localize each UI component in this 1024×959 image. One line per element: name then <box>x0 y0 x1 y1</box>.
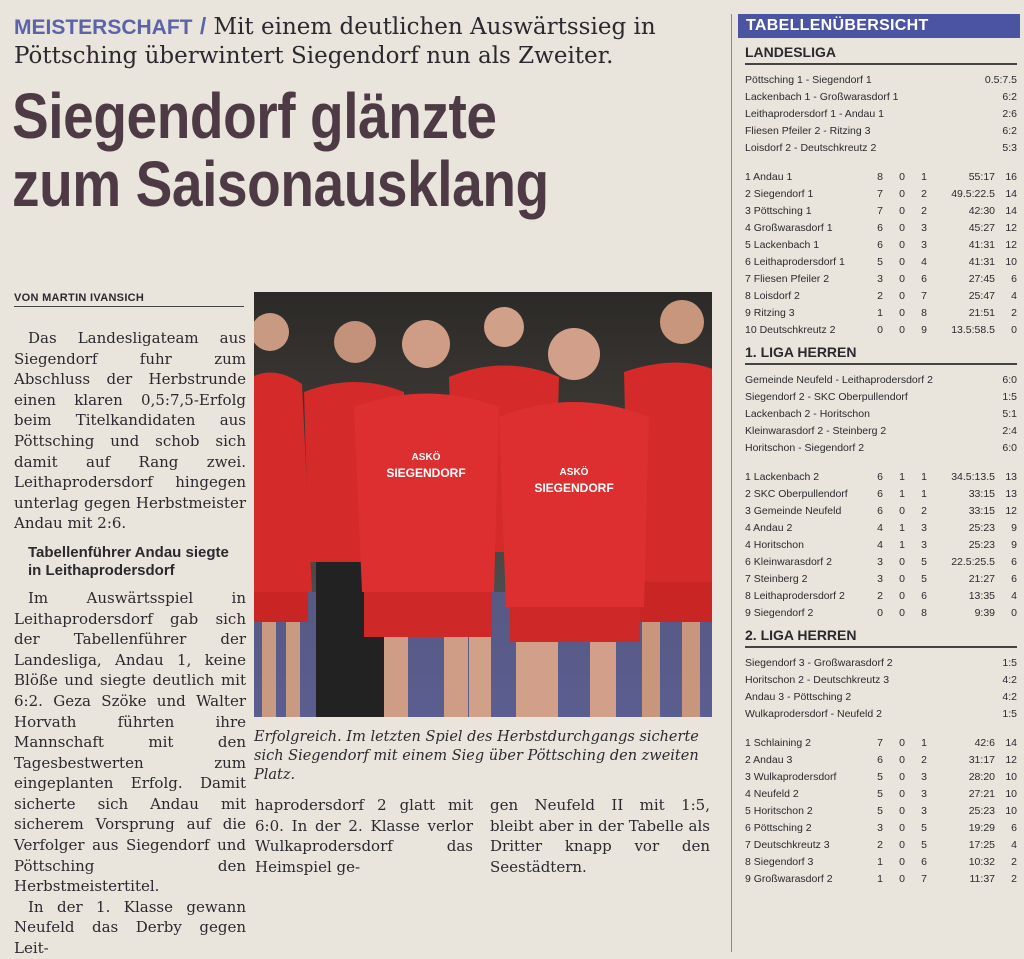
score-ratio: 42:30 <box>968 204 995 217</box>
headline-line-1: Siegendorf glänzte <box>12 80 497 152</box>
team-name: 3 Gemeinde Neufeld <box>745 504 842 517</box>
points: 10 <box>1005 255 1017 268</box>
standings-row <box>745 304 1017 321</box>
league-title: 1. LIGA HERREN <box>745 344 1017 365</box>
points: 9 <box>1011 538 1017 551</box>
standings-row <box>745 502 1017 519</box>
wins: 6 <box>877 221 883 234</box>
points: 2 <box>1011 306 1017 319</box>
draws: 1 <box>899 470 905 483</box>
losses: 6 <box>921 272 927 285</box>
team-name: 10 Deutschkreutz 2 <box>745 323 836 336</box>
score-ratio: 21:51 <box>968 306 995 319</box>
score-ratio: 13:35 <box>968 589 995 602</box>
losses: 3 <box>921 770 927 783</box>
paragraph-1: Das Landesligateam aus Siegendorf fuhr zum Abschluss der Herbstrunde einen klaren 0,5:7,5-Erfolg beim Titelkandidaten aus Pöttsching und schob sich damit auf Rang zwei. Leithaprodersdorf hingegen unterlag gegen Herbstmeister Andau mit 2:6. <box>14 329 246 533</box>
points: 10 <box>1005 804 1017 817</box>
points: 10 <box>1005 770 1017 783</box>
team-name: 7 Deutschkreutz 3 <box>745 838 830 851</box>
match-row <box>745 671 1017 688</box>
wins: 2 <box>877 289 883 302</box>
score-ratio: 42:6 <box>974 736 995 749</box>
points: 9 <box>1011 521 1017 534</box>
points: 13 <box>1005 470 1017 483</box>
match-row <box>745 405 1017 422</box>
headline-line-2: zum Saisonausklang <box>12 148 549 220</box>
wins: 4 <box>877 521 883 534</box>
table-spacer <box>745 722 1017 734</box>
team-name: 1 Andau 1 <box>745 170 793 183</box>
team-name: 5 Lackenbach 1 <box>745 238 820 251</box>
wins: 6 <box>877 238 883 251</box>
points: 14 <box>1005 187 1017 200</box>
losses: 1 <box>921 487 927 500</box>
team-name: 8 Loisdorf 2 <box>745 289 800 302</box>
score-ratio: 27:45 <box>968 272 995 285</box>
points: 10 <box>1005 787 1017 800</box>
kicker <box>14 12 714 70</box>
match-row <box>745 654 1017 671</box>
standings-row <box>745 587 1017 604</box>
losses: 3 <box>921 538 927 551</box>
standings-row <box>745 604 1017 621</box>
headline <box>12 82 631 218</box>
match-result: 6:2 <box>1002 124 1017 137</box>
standings-row <box>745 553 1017 570</box>
team-name: 9 Großwarasdorf 2 <box>745 872 833 885</box>
draws: 0 <box>899 736 905 749</box>
match-row <box>745 439 1017 456</box>
losses: 1 <box>921 470 927 483</box>
score-ratio: 25:47 <box>968 289 995 302</box>
standings-row <box>745 270 1017 287</box>
match-result: 2:4 <box>1002 424 1017 437</box>
losses: 3 <box>921 804 927 817</box>
draws: 0 <box>899 238 905 251</box>
standings-row <box>745 734 1017 751</box>
match-result: 4:2 <box>1002 673 1017 686</box>
match-teams: Siegendorf 3 - Großwarasdorf 2 <box>745 656 893 669</box>
team-name: 3 Pöttsching 1 <box>745 204 812 217</box>
losses: 4 <box>921 255 927 268</box>
draws: 0 <box>899 187 905 200</box>
match-teams: Wulkaprodersdorf - Neufeld 2 <box>745 707 882 720</box>
points: 4 <box>1011 589 1017 602</box>
losses: 5 <box>921 821 927 834</box>
team-name: 4 Großwarasdorf 1 <box>745 221 833 234</box>
match-row <box>745 422 1017 439</box>
score-ratio: 41:31 <box>968 255 995 268</box>
wins: 1 <box>877 306 883 319</box>
points: 4 <box>1011 838 1017 851</box>
photo-caption: Erfolgreich. Im letzten Spiel des Herbstdurchgangs sicherte sich Siegendorf mit einem Sieg über Pöttsching den zweiten Platz. <box>254 729 699 783</box>
wins: 4 <box>877 538 883 551</box>
draws: 0 <box>899 821 905 834</box>
losses: 8 <box>921 606 927 619</box>
standings-row <box>745 802 1017 819</box>
standings-row <box>745 485 1017 502</box>
draws: 0 <box>899 170 905 183</box>
score-ratio: 45:27 <box>968 221 995 234</box>
league-title: LANDESLIGA <box>745 44 1017 65</box>
match-row <box>745 122 1017 139</box>
match-teams: Fliesen Pfeiler 2 - Ritzing 3 <box>745 124 871 137</box>
match-result: 1:5 <box>1002 390 1017 403</box>
team-name: 1 Schlaining 2 <box>745 736 811 749</box>
draws: 0 <box>899 753 905 766</box>
paragraph-continued-1: haprodersdorf 2 glatt mit 6:0. In der 2. Klasse verlor Wulkaprodersdorf das Heimspiel ge- <box>255 796 473 876</box>
losses: 5 <box>921 555 927 568</box>
draws: 0 <box>899 572 905 585</box>
team-name: 8 Leithaprodersdorf 2 <box>745 589 845 602</box>
losses: 2 <box>921 187 927 200</box>
team-photo-illustration <box>254 292 712 717</box>
losses: 5 <box>921 572 927 585</box>
draws: 0 <box>899 323 905 336</box>
match-result: 1:5 <box>1002 707 1017 720</box>
standings-row <box>745 468 1017 485</box>
standings-row <box>745 751 1017 768</box>
draws: 0 <box>899 306 905 319</box>
team-name: 2 SKC Oberpullendorf <box>745 487 848 500</box>
wins: 5 <box>877 255 883 268</box>
match-row <box>745 139 1017 156</box>
paragraph-continued-2: gen Neufeld II mit 1:5, bleibt aber in der Tabelle als Dritter knapp vor den Seestädtern. <box>490 796 710 876</box>
losses: 2 <box>921 504 927 517</box>
draws: 0 <box>899 606 905 619</box>
points: 12 <box>1005 504 1017 517</box>
standings-row <box>745 253 1017 270</box>
score-ratio: 25:23 <box>968 521 995 534</box>
match-result: 6:0 <box>1002 373 1017 386</box>
team-name: 4 Andau 2 <box>745 521 793 534</box>
wins: 5 <box>877 804 883 817</box>
draws: 1 <box>899 487 905 500</box>
points: 12 <box>1005 238 1017 251</box>
wins: 3 <box>877 272 883 285</box>
standings-row <box>745 819 1017 836</box>
draws: 1 <box>899 538 905 551</box>
team-name: 4 Horitschon <box>745 538 804 551</box>
draws: 0 <box>899 255 905 268</box>
standings-row <box>745 202 1017 219</box>
wins: 7 <box>877 736 883 749</box>
wins: 6 <box>877 504 883 517</box>
losses: 9 <box>921 323 927 336</box>
article-column-3 <box>490 795 710 877</box>
draws: 0 <box>899 787 905 800</box>
points: 14 <box>1005 736 1017 749</box>
wins: 0 <box>877 323 883 336</box>
score-ratio: 28:20 <box>968 770 995 783</box>
losses: 7 <box>921 872 927 885</box>
section-tag: MEISTERSCHAFT <box>14 16 193 39</box>
match-teams: Horitschon - Siegendorf 2 <box>745 441 865 454</box>
article-column-2 <box>255 795 473 877</box>
shirt-logo-2-club: ASKÖ <box>559 467 589 478</box>
match-teams: Gemeinde Neufeld - Leithaprodersdorf 2 <box>745 373 933 386</box>
match-teams: Lackenbach 1 - Großwarasdorf 1 <box>745 90 899 103</box>
shirt-logo-2: SIEGENDORF <box>534 481 614 495</box>
byline: VON MARTIN IVANSICH <box>14 292 244 307</box>
score-ratio: 9:39 <box>974 606 995 619</box>
team-name: 4 Neufeld 2 <box>745 787 799 800</box>
team-name: 3 Wulkaprodersdorf <box>745 770 837 783</box>
standings-row <box>745 287 1017 304</box>
wins: 2 <box>877 838 883 851</box>
shirt-logo-1-club: ASKÖ <box>411 452 441 463</box>
points: 16 <box>1005 170 1017 183</box>
match-result: 0.5:7.5 <box>984 73 1017 86</box>
points: 4 <box>1011 289 1017 302</box>
wins: 0 <box>877 606 883 619</box>
match-result: 6:2 <box>1002 90 1017 103</box>
match-result: 1:5 <box>1002 656 1017 669</box>
match-teams: Leithaprodersdorf 1 - Andau 1 <box>745 107 884 120</box>
match-result: 6:0 <box>1002 441 1017 454</box>
match-teams: Lackenbach 2 - Horitschon <box>745 407 870 420</box>
losses: 8 <box>921 306 927 319</box>
team-name: 1 Lackenbach 2 <box>745 470 820 483</box>
paragraph-3: In der 1. Klasse gewann Neufeld das Derby gegen Leit- <box>14 897 246 958</box>
match-teams: Kleinwarasdorf 2 - Steinberg 2 <box>745 424 887 437</box>
losses: 7 <box>921 289 927 302</box>
points: 6 <box>1011 272 1017 285</box>
draws: 0 <box>899 289 905 302</box>
score-ratio: 13.5:58.5 <box>951 323 995 336</box>
standings-row <box>745 219 1017 236</box>
losses: 1 <box>921 170 927 183</box>
draws: 0 <box>899 504 905 517</box>
standings-row <box>745 785 1017 802</box>
losses: 5 <box>921 838 927 851</box>
team-name: 5 Horitschon 2 <box>745 804 813 817</box>
match-row <box>745 105 1017 122</box>
team-name: 2 Andau 3 <box>745 753 793 766</box>
league-table <box>745 71 1017 338</box>
sidebar-title: TABELLENÜBERSICHT <box>738 14 1020 38</box>
losses: 6 <box>921 855 927 868</box>
kicker-text: Mit einem deutlichen Auswärtssieg in Pöttsching überwintert Siegendorf nun als Zweiter. <box>14 14 656 69</box>
match-teams: Siegendorf 2 - SKC Oberpullendorf <box>745 390 908 403</box>
team-name: 7 Steinberg 2 <box>745 572 808 585</box>
score-ratio: 27:21 <box>968 787 995 800</box>
match-result: 2:6 <box>1002 107 1017 120</box>
points: 6 <box>1011 555 1017 568</box>
wins: 1 <box>877 872 883 885</box>
points: 12 <box>1005 221 1017 234</box>
losses: 3 <box>921 787 927 800</box>
team-name: 2 Siegendorf 1 <box>745 187 814 200</box>
standings-row <box>745 519 1017 536</box>
wins: 7 <box>877 187 883 200</box>
score-ratio: 34.5:13.5 <box>951 470 995 483</box>
losses: 2 <box>921 204 927 217</box>
team-name: 6 Kleinwarasdorf 2 <box>745 555 832 568</box>
team-name: 6 Pöttsching 2 <box>745 821 812 834</box>
draws: 0 <box>899 804 905 817</box>
score-ratio: 55:17 <box>968 170 995 183</box>
draws: 0 <box>899 838 905 851</box>
draws: 0 <box>899 855 905 868</box>
standings-sidebar <box>731 14 1021 952</box>
team-name: 6 Leithaprodersdorf 1 <box>745 255 845 268</box>
standings-row <box>745 321 1017 338</box>
draws: 0 <box>899 589 905 602</box>
wins: 5 <box>877 787 883 800</box>
match-result: 5:3 <box>1002 141 1017 154</box>
losses: 2 <box>921 753 927 766</box>
standings-row <box>745 836 1017 853</box>
team-name: 8 Siegendorf 3 <box>745 855 814 868</box>
wins: 3 <box>877 572 883 585</box>
team-photo <box>254 292 712 717</box>
match-row <box>745 705 1017 722</box>
score-ratio: 22.5:25.5 <box>951 555 995 568</box>
match-teams: Loisdorf 2 - Deutschkreutz 2 <box>745 141 877 154</box>
losses: 3 <box>921 521 927 534</box>
wins: 8 <box>877 170 883 183</box>
score-ratio: 49.5:22.5 <box>951 187 995 200</box>
score-ratio: 33:15 <box>968 504 995 517</box>
team-name: 9 Siegendorf 2 <box>745 606 814 619</box>
score-ratio: 25:23 <box>968 538 995 551</box>
wins: 7 <box>877 204 883 217</box>
score-ratio: 17:25 <box>968 838 995 851</box>
standings-row <box>745 185 1017 202</box>
wins: 6 <box>877 753 883 766</box>
draws: 0 <box>899 555 905 568</box>
wins: 1 <box>877 855 883 868</box>
standings-row <box>745 768 1017 785</box>
match-teams: Horitschon 2 - Deutschkreutz 3 <box>745 673 890 686</box>
score-ratio: 19:29 <box>968 821 995 834</box>
match-row <box>745 388 1017 405</box>
wins: 3 <box>877 555 883 568</box>
table-spacer <box>745 156 1017 168</box>
match-teams: Pöttsching 1 - Siegendorf 1 <box>745 73 872 86</box>
league-list <box>732 44 1021 887</box>
table-spacer <box>745 456 1017 468</box>
standings-row <box>745 168 1017 185</box>
score-ratio: 11:37 <box>969 872 995 885</box>
match-result: 4:2 <box>1002 690 1017 703</box>
points: 14 <box>1005 204 1017 217</box>
wins: 3 <box>877 821 883 834</box>
score-ratio: 25:23 <box>968 804 995 817</box>
score-ratio: 21:27 <box>968 572 995 585</box>
points: 0 <box>1011 606 1017 619</box>
points: 12 <box>1005 753 1017 766</box>
match-row <box>745 688 1017 705</box>
draws: 0 <box>899 272 905 285</box>
wins: 6 <box>877 487 883 500</box>
league-table <box>745 371 1017 621</box>
losses: 3 <box>921 238 927 251</box>
points: 6 <box>1011 572 1017 585</box>
article-column-1 <box>14 328 246 959</box>
points: 2 <box>1011 855 1017 868</box>
section-slash: / <box>199 13 207 39</box>
score-ratio: 33:15 <box>968 487 995 500</box>
draws: 0 <box>899 872 905 885</box>
points: 6 <box>1011 821 1017 834</box>
match-row <box>745 88 1017 105</box>
losses: 3 <box>921 221 927 234</box>
match-result: 5:1 <box>1002 407 1017 420</box>
subheading: Tabellenführer Andau siegte in Leithaprodersdorf <box>28 543 229 579</box>
standings-row <box>745 870 1017 887</box>
wins: 2 <box>877 589 883 602</box>
losses: 6 <box>921 589 927 602</box>
losses: 1 <box>921 736 927 749</box>
points: 2 <box>1011 872 1017 885</box>
team-name: 7 Fliesen Pfeiler 2 <box>745 272 830 285</box>
score-ratio: 10:32 <box>968 855 995 868</box>
standings-row <box>745 570 1017 587</box>
league-table <box>745 654 1017 887</box>
score-ratio: 41:31 <box>968 238 995 251</box>
standings-row <box>745 236 1017 253</box>
draws: 0 <box>899 204 905 217</box>
shirt-logo-1: SIEGENDORF <box>386 466 466 480</box>
draws: 0 <box>899 770 905 783</box>
paragraph-2: Im Auswärtsspiel in Leithaprodersdorf gab sich der Tabellenführer der Landesliga, Andau 1, keine Blöße und siegte deutlich mit 6:2. Geza Szöke und Walter Horvath führten ihre Mannschaft mit den Tagesbestwerten zum eingeplanten Erfolg. Damit sicherte sich Andau mit sicherem Vorsprung auf die Verfolger aus Siegendorf und Pöttsching den Herbstmeistertitel. <box>14 588 246 896</box>
score-ratio: 31:17 <box>968 753 995 766</box>
standings-row <box>745 853 1017 870</box>
draws: 0 <box>899 221 905 234</box>
points: 0 <box>1011 323 1017 336</box>
league-title: 2. LIGA HERREN <box>745 627 1017 648</box>
standings-row <box>745 536 1017 553</box>
match-row <box>745 71 1017 88</box>
draws: 1 <box>899 521 905 534</box>
points: 13 <box>1005 487 1017 500</box>
match-row <box>745 371 1017 388</box>
match-teams: Andau 3 - Pöttsching 2 <box>745 690 852 703</box>
team-name: 9 Ritzing 3 <box>745 306 795 319</box>
wins: 5 <box>877 770 883 783</box>
wins: 6 <box>877 470 883 483</box>
